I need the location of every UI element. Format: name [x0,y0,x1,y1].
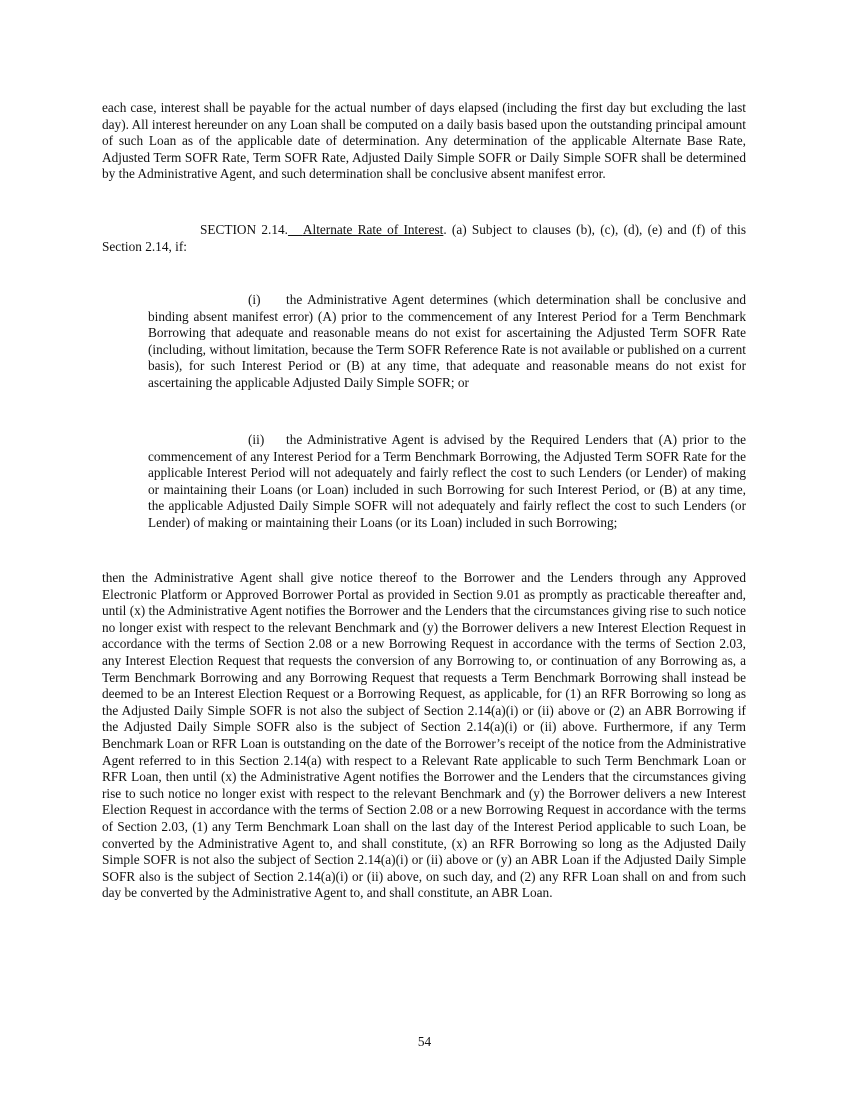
consequence-paragraph: then the Administrative Agent shall give notice thereof to the Borrower and the Lenders through any Approved Electronic Platform or Approved Borrower Portal as provided in Section 9.01 as promptly as practicable thereafter and, until (x) the Administrative Agent notifies the Borrower and the Lenders that the circumstances giving rise to such notice no longer exist with respect to the relevant Benchmark and (y) the Borrower delivers a new Interest Election Request in accordance with the terms of Section 2.08 or a new Borrowing Request in accordance with the terms of Section 2.03, any Interest Election Request that requests the conversion of any Borrowing to, or continuation of any Borrowing as, a Term Benchmark Borrowing and any Borrowing Request that requests a Term Benchmark Borrowing shall instead be deemed to be an Interest Election Request or a Borrowing Request, as applicable, for (1) an RFR Borrowing so long as the Adjusted Daily Simple SOFR is not also the subject of Section 2.14(a)(i) or (ii) above or (2) an ABR Borrowing if the Adjusted Daily Simple SOFR also is the subject of Section 2.14(a)(i) or (ii) above. Furthermore, if any Term Benchmark Loan or RFR Loan is outstanding on the date of the Borrower’s receipt of the notice from the Administrative Agent referred to in this Section 2.14(a) with respect to a Relevant Rate applicable to such Term Benchmark Loan or RFR Loan, then until (x) the Administrative Agent notifies the Borrower and the Lenders that the circumstances giving rise to such notice no longer exist with respect to the relevant Benchmark and (y) the Borrower delivers a new Interest Election Request in accordance with the terms of Section 2.08 or a new Borrowing Request in accordance with the terms of Section 2.03, (1) any Term Benchmark Loan shall on the last day of the Interest Period applicable to such Loan, be converted by the Administrative Agent to, and shall constitute, (x) an RFR Borrowing so long as the Adjusted Daily Simple SOFR is not also the subject of Section 2.14(a)(i) or (ii) above or (y) an ABR Loan if the Adjusted Daily Simple SOFR also is the subject of Section 2.14(a)(i) or (ii) above, on such day, and (2) any RFR Loan shall on and from such day be converted by the Administrative Agent to, and shall constitute, an ABR Loan. [102,570,746,901]
intro-paragraph: each case, interest shall be payable for the actual number of days elapsed (including the first day but excluding the last day). All interest hereunder on any Loan shall be computed on a daily basis based upon the outstanding principal amount of such Loan as of the applicable date of determination. Any determination of the applicable Alternate Base Rate, Adjusted Term SOFR Rate, Term SOFR Rate, Adjusted Daily Simple SOFR or Daily Simple SOFR shall be determined by the Administrative Agent, and such determination shall be conclusive absent manifest error. [102,100,746,182]
item-number: (i) [248,292,261,307]
section-label: SECTION 2.14. [200,222,288,237]
list-item [148,432,746,532]
item-number: (ii) [248,432,265,447]
item-text: the Administrative Agent determines (which determination shall be conclusive and binding absent manifest error) (A) prior to the commencement of any Interest Period for a Term Benchmark Borrowing that adequate and reasonable means do not exist for ascertaining the Adjusted Term SOFR Rate (including, without limitation, because the Term SOFR Reference Rate is not available or published on a current basis), for such Interest Period or (B) at any time, that adequate and reasonable means do not exist for ascertaining the applicable Adjusted Daily Simple SOFR; or [148,292,746,390]
section-title-gap [288,222,303,237]
section-title: Alternate Rate of Interest [302,222,444,237]
section-body: . (a) Subject to clauses (b), (c), (d), (e) and (f) of this Section 2.14, if: [102,222,746,254]
page-number: 54 [417,1034,432,1049]
list-item [148,292,746,392]
item-text: the Administrative Agent is advised by the Required Lenders that (A) prior to the commencement of any Interest Period for a Term Benchmark Borrowing, the Adjusted Term SOFR Rate for the applicable Interest Period will not adequately and fairly reflect the cost to such Lenders (or Lender) of making or maintaining their Loans (or Loan) included in such Borrowing for such Interest Period, or (B) at any time, the applicable Adjusted Daily Simple SOFR will not adequately and fairly reflect the cost to such Lenders (or Lender) of making or maintaining their Loans (or its Loan) included in such Borrowing; [148,432,746,530]
section-paragraph [102,222,746,255]
